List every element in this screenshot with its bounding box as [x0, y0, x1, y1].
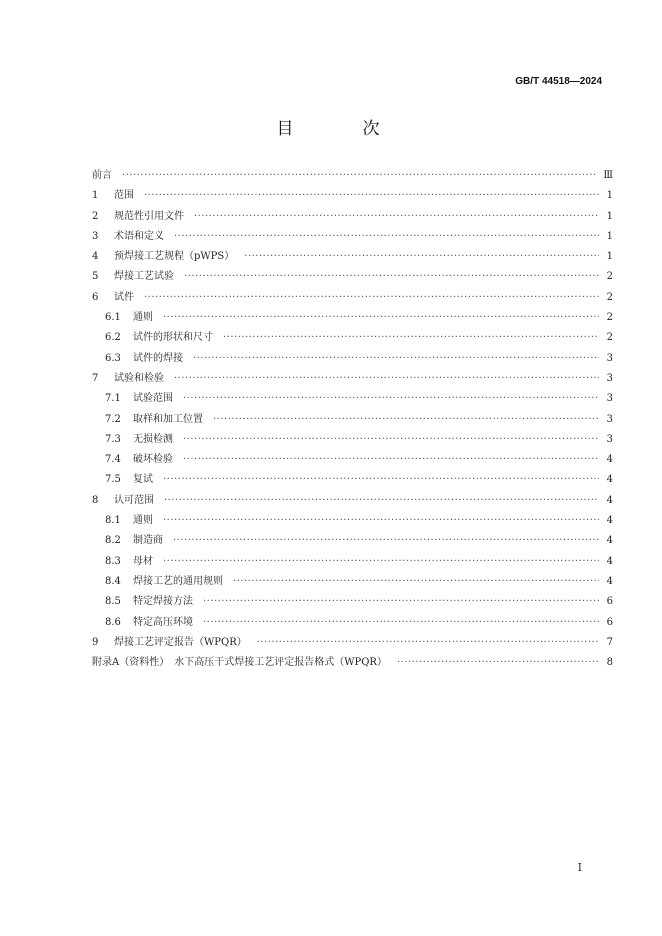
toc-entry-number: 8.2 — [105, 535, 121, 547]
toc-leader-dots — [203, 613, 599, 633]
toc-leader-dots — [163, 552, 599, 572]
toc-entry-label: 特定高压环境 — [133, 616, 193, 628]
toc-entry-page: 6 — [606, 596, 613, 608]
toc-entry-number: 8.4 — [105, 575, 121, 587]
toc-leader-dots — [183, 430, 599, 450]
toc-entry[interactable] — [92, 470, 613, 490]
toc-entry-page: 3 — [606, 352, 613, 364]
toc-entry-page: 1 — [606, 190, 613, 202]
toc-entry[interactable] — [92, 491, 613, 511]
toc-entry-page: 7 — [606, 636, 613, 648]
toc-entry-number: 1 — [92, 190, 99, 202]
toc-leader-dots — [174, 369, 599, 389]
toc-entry-number: 8 — [92, 494, 99, 506]
toc-entry[interactable] — [92, 369, 613, 389]
toc-entry-page: 4 — [606, 454, 613, 466]
toc-entry[interactable] — [92, 328, 613, 348]
toc-leader-dots — [397, 653, 599, 673]
toc-entry-label: 焊接工艺评定报告（WPQR） — [114, 636, 247, 648]
toc-entry[interactable] — [92, 308, 613, 328]
toc-entry-page: Ⅲ — [603, 170, 613, 181]
toc-leader-dots — [184, 267, 599, 287]
toc-entry[interactable] — [92, 288, 613, 308]
toc-entry-label: 预焊接工艺规程（pWPS） — [114, 251, 235, 263]
toc-entry[interactable] — [92, 207, 613, 227]
toc-entry-label: 附录A（资料性） 水下高压干式焊接工艺评定报告格式（WPQR） — [92, 657, 387, 669]
toc-leader-dots — [223, 328, 599, 348]
toc-leader-dots — [257, 633, 599, 653]
toc-leader-dots — [233, 572, 599, 592]
toc-leader-dots — [144, 186, 599, 206]
toc-entry-number: 8.1 — [105, 515, 121, 527]
toc-entry-label: 规范性引用文件 — [114, 210, 184, 222]
toc-entry[interactable] — [92, 166, 613, 186]
toc-entry-number: 9 — [92, 636, 99, 648]
toc-entry-page: 6 — [606, 616, 613, 628]
toc-leader-dots — [173, 531, 599, 551]
toc-entry-number: 7.3 — [105, 433, 121, 445]
toc-entry[interactable] — [92, 410, 613, 430]
toc-entry-number: 7 — [92, 372, 99, 384]
toc-entry-page: 4 — [606, 575, 613, 587]
table-of-contents — [92, 166, 613, 673]
toc-entry-number: 6.1 — [105, 312, 121, 324]
toc-entry[interactable] — [92, 450, 613, 470]
toc-entry-page: 3 — [606, 413, 613, 425]
toc-entry-page: 4 — [606, 555, 613, 567]
toc-leader-dots — [203, 592, 599, 612]
toc-entry-label: 无损检测 — [133, 433, 173, 445]
toc-entry-label: 破坏检验 — [133, 454, 173, 466]
toc-leader-dots — [183, 450, 599, 470]
toc-entry-number: 8.3 — [105, 555, 121, 567]
toc-entry-number: 5 — [92, 271, 99, 283]
toc-entry-label: 焊接工艺试验 — [114, 271, 174, 283]
page-title: 目 次 — [276, 119, 406, 139]
toc-entry-number: 6 — [92, 291, 99, 303]
toc-entry-label: 母材 — [133, 555, 153, 567]
toc-leader-dots — [164, 491, 599, 511]
toc-leader-dots — [122, 166, 597, 186]
toc-entry-number: 7.5 — [105, 474, 121, 486]
toc-entry-number: 8.5 — [105, 596, 121, 608]
toc-entry-number: 8.6 — [105, 616, 121, 628]
toc-entry-number: 6.2 — [105, 332, 121, 344]
toc-entry-page: 4 — [606, 515, 613, 527]
toc-entry-label: 制造商 — [133, 535, 163, 547]
toc-entry-page: 4 — [606, 535, 613, 547]
toc-leader-dots — [163, 470, 599, 490]
toc-leader-dots — [194, 207, 599, 227]
toc-entry[interactable] — [92, 267, 613, 287]
toc-entry-page: 3 — [606, 393, 613, 405]
toc-leader-dots — [163, 308, 599, 328]
toc-entry[interactable] — [92, 186, 613, 206]
toc-entry-label: 试验范围 — [133, 393, 173, 405]
toc-entry-label: 通则 — [133, 312, 153, 324]
toc-entry-number: 4 — [92, 251, 99, 263]
toc-entry-page: 4 — [606, 474, 613, 486]
page-number: I — [577, 861, 582, 874]
toc-entry-page: 1 — [606, 210, 613, 222]
toc-entry[interactable] — [92, 592, 613, 612]
toc-entry-label: 试件的焊接 — [133, 352, 183, 364]
toc-leader-dots — [163, 511, 599, 531]
toc-entry-number: 7.1 — [105, 393, 121, 405]
toc-entry[interactable] — [92, 633, 613, 653]
toc-entry-page: 2 — [606, 312, 613, 324]
toc-leader-dots — [174, 227, 599, 247]
toc-entry-label: 前言 — [92, 170, 112, 181]
toc-entry[interactable] — [92, 247, 613, 267]
toc-entry-page: 2 — [606, 291, 613, 303]
toc-entry-page: 8 — [606, 657, 613, 669]
toc-entry-label: 试验和检验 — [114, 372, 164, 384]
toc-entry-label: 认可范围 — [114, 494, 154, 506]
toc-entry-label: 试件 — [114, 291, 134, 303]
toc-entry[interactable] — [92, 552, 613, 572]
toc-entry-label: 术语和定义 — [114, 230, 164, 242]
toc-leader-dots — [244, 247, 599, 267]
toc-entry-label: 特定焊接方法 — [133, 596, 193, 608]
toc-entry[interactable] — [92, 531, 613, 551]
toc-entry[interactable] — [92, 613, 613, 633]
toc-leader-dots — [193, 349, 599, 369]
toc-entry-page: 3 — [606, 372, 613, 384]
toc-entry-number: 6.3 — [105, 352, 121, 364]
toc-entry[interactable] — [92, 511, 613, 531]
toc-entry-label: 范围 — [114, 190, 134, 202]
toc-entry[interactable] — [92, 227, 613, 247]
toc-entry-number: 7.2 — [105, 413, 121, 425]
toc-entry-label: 焊接工艺的通用规则 — [133, 575, 223, 587]
toc-entry[interactable] — [92, 572, 613, 592]
toc-entry-page: 4 — [606, 494, 613, 506]
toc-entry-page: 2 — [606, 332, 613, 344]
toc-entry-page: 1 — [606, 230, 613, 242]
toc-entry[interactable] — [92, 653, 613, 673]
toc-entry-page: 1 — [606, 251, 613, 263]
toc-entry-page: 2 — [606, 271, 613, 283]
toc-entry-number: 2 — [92, 210, 99, 222]
toc-entry[interactable] — [92, 349, 613, 369]
toc-entry-label: 复试 — [133, 474, 153, 486]
toc-leader-dots — [183, 389, 599, 409]
toc-leader-dots — [213, 410, 599, 430]
toc-entry-number: 3 — [92, 230, 99, 242]
toc-entry[interactable] — [92, 430, 613, 450]
toc-entry-label: 取样和加工位置 — [133, 413, 203, 425]
toc-entry-page: 3 — [606, 433, 613, 445]
toc-entry[interactable] — [92, 389, 613, 409]
toc-entry-label: 通则 — [133, 515, 153, 527]
toc-entry-label: 试件的形状和尺寸 — [133, 332, 213, 344]
toc-leader-dots — [144, 288, 599, 308]
standard-code: GB/T 44518—2024 — [515, 76, 602, 87]
toc-entry-number: 7.4 — [105, 454, 121, 466]
